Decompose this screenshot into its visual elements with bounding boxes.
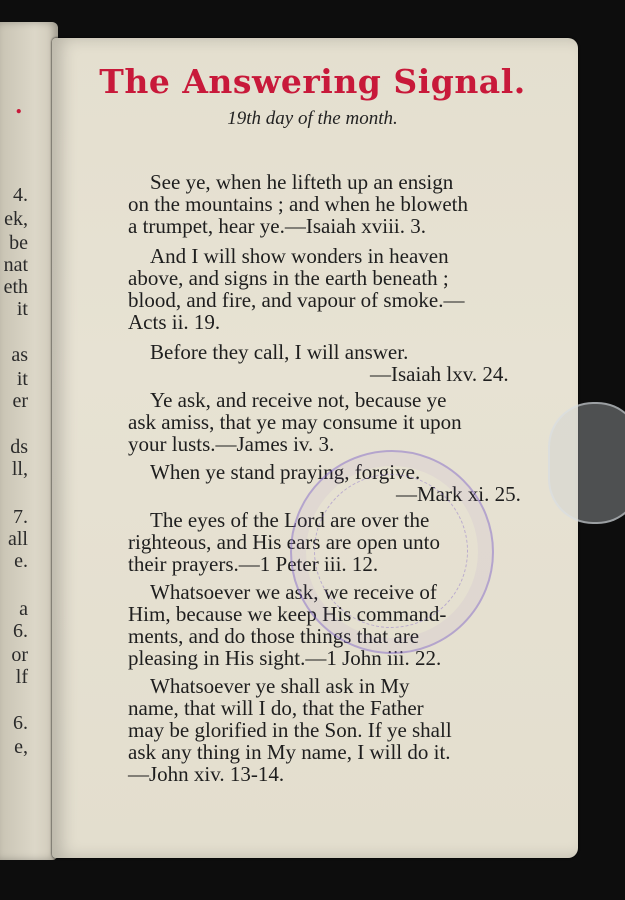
left-page-fragment: ds (10, 436, 28, 458)
text-line: pleasing in His sight.—1 John iii. 22. (128, 646, 442, 670)
text-line: —Isaiah lxv. 24. (370, 362, 509, 386)
left-page-fragment: a (19, 598, 28, 620)
text-line: blood, and fire, and vapour of smoke.— (128, 288, 465, 312)
stamp-inner-ring (314, 474, 468, 628)
left-page-fragment: ek, (4, 208, 28, 230)
text-line: —John xiv. 13-14. (128, 762, 285, 786)
text-line: righteous, and His ears are open unto (128, 530, 440, 554)
text-line: Him, because we keep His command- (128, 602, 447, 626)
left-page-fragment: ll, (11, 458, 28, 480)
library-stamp (290, 450, 494, 654)
text-line: Before they call, I will answer. (150, 340, 409, 364)
text-line: a trumpet, hear ye.—Isaiah xviii. 3. (128, 214, 426, 238)
left-page-edge (0, 22, 58, 860)
text-line: ments, and do those things that are (128, 624, 420, 648)
left-page-fragment: 4. (13, 184, 28, 206)
left-page-fragment: 6. (13, 620, 28, 642)
text-line: your lusts.—James iv. 3. (128, 432, 335, 456)
page-clip (548, 402, 625, 524)
text-line: may be glorified in the Son. If ye shall (128, 718, 452, 742)
text-line: name, that will I do, that the Father (128, 696, 424, 720)
left-page-fragment: nat (3, 254, 28, 276)
left-page-fragment: be (9, 232, 28, 254)
text-line: When ye stand praying, forgive. (150, 460, 421, 484)
text-line: above, and signs in the earth beneath ; (128, 266, 449, 290)
left-page-fragment: it (16, 298, 28, 320)
text-line: Ye ask, and receive not, because ye (150, 388, 447, 412)
text-line: ask amiss, that ye may consume it upon (128, 410, 462, 434)
text-line: Whatsoever we ask, we receive of (150, 580, 437, 604)
text-line: their prayers.—1 Peter iii. 12. (128, 552, 379, 576)
text-line: Acts ii. 19. (128, 310, 221, 334)
left-page-fragment: . (15, 90, 22, 119)
left-page-fragment: er (12, 390, 28, 412)
text-line: Whatsoever ye shall ask in My (150, 674, 410, 698)
left-page-fragment: 7. (13, 506, 28, 528)
page-subtitle: 19th day of the month. (227, 108, 398, 129)
page-title: The Answering Signal. (99, 62, 526, 101)
left-page-fragment: or (11, 644, 28, 666)
left-page-fragment: e. (14, 550, 28, 572)
text-line: The eyes of the Lord are over the (150, 508, 430, 532)
left-page-fragment: e, (14, 736, 28, 758)
left-page-fragment: lf (15, 666, 28, 688)
left-page-fragment: 6. (13, 712, 28, 734)
left-page-fragment: as (11, 344, 28, 366)
text-line: —Mark xi. 25. (396, 482, 521, 506)
left-page-fragment: all (8, 528, 28, 550)
text-line: See ye, when he lifteth up an ensign (150, 170, 454, 194)
text-line: ask any thing in My name, I will do it. (128, 740, 451, 764)
left-page-fragment: it (16, 368, 28, 390)
text-line: on the mountains ; and when he bloweth (128, 192, 469, 216)
text-line: And I will show wonders in heaven (150, 244, 449, 268)
left-page-fragment: eth (3, 276, 28, 298)
